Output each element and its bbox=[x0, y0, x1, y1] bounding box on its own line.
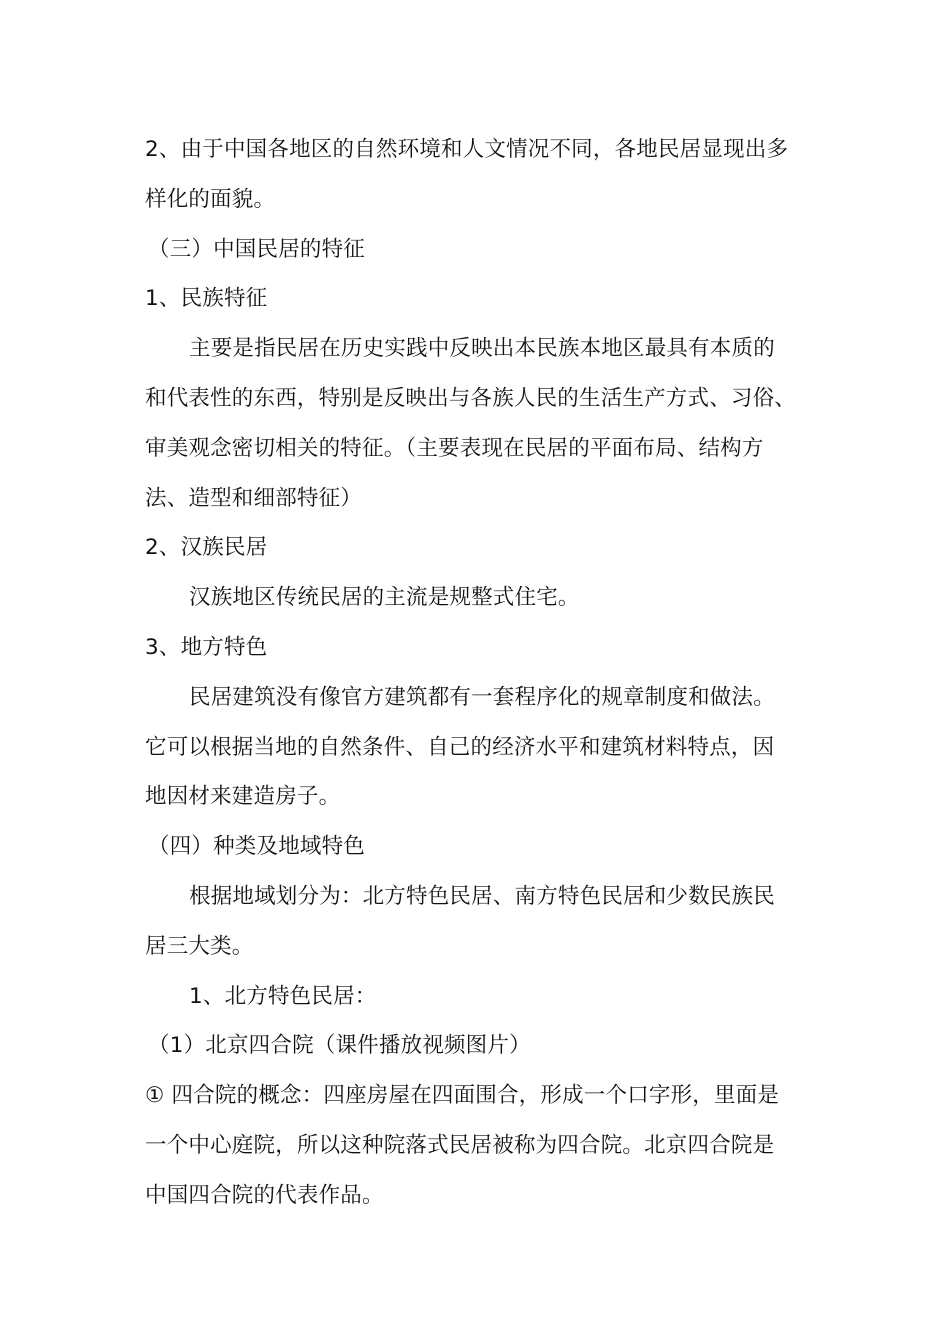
text-line: （1）北京四合院（课件播放视频图片） bbox=[148, 1033, 531, 1059]
text-line: ① 四合院的概念：四座房屋在四面围合，形成一个口字形，里面是 bbox=[145, 1083, 780, 1109]
text-line: 一个中心庭院，所以这种院落式民居被称为四合院。北京四合院是 bbox=[145, 1132, 775, 1158]
text-line: 和代表性的东西，特别是反映出与各族人民的生活生产方式、习俗、 bbox=[145, 385, 797, 411]
text-line: （三）中国民居的特征 bbox=[148, 236, 366, 262]
text-line: 2、由于中国各地区的自然环境和人文情况不同，各地民居显现出多 bbox=[145, 137, 789, 162]
text-line: 1、北方特色民居： bbox=[189, 983, 377, 1009]
text-line: （四）种类及地域特色 bbox=[148, 834, 366, 860]
text-line: 审美观念密切相关的特征。（主要表现在民居的平面布局、结构方 bbox=[145, 435, 764, 461]
text-line: 汉族地区传统民居的主流是规整式住宅。 bbox=[189, 585, 580, 611]
text-line: 中国四合院的代表作品。 bbox=[145, 1182, 384, 1208]
text-line: 样化的面貌。 bbox=[145, 186, 276, 212]
document-body bbox=[145, 125, 815, 1221]
text-line: 2、汉族民居 bbox=[145, 535, 268, 561]
text-line: 居三大类。 bbox=[145, 933, 254, 959]
text-line: 根据地域划分为：北方特色民居、南方特色民居和少数民族民 bbox=[189, 883, 775, 909]
text-line: 主要是指民居在历史实践中反映出本民族本地区最具有本质的 bbox=[189, 336, 775, 362]
text-line: 3、地方特色 bbox=[145, 634, 268, 660]
text-line: 它可以根据当地的自然条件、自己的经济水平和建筑材料特点，因 bbox=[145, 734, 775, 760]
text-line: 法、造型和细部特征） bbox=[145, 485, 363, 511]
text-line: 1、民族特征 bbox=[145, 286, 268, 312]
text-line: 民居建筑没有像官方建筑都有一套程序化的规章制度和做法。 bbox=[189, 684, 775, 710]
text-line: 地因材来建造房子。 bbox=[145, 784, 341, 810]
